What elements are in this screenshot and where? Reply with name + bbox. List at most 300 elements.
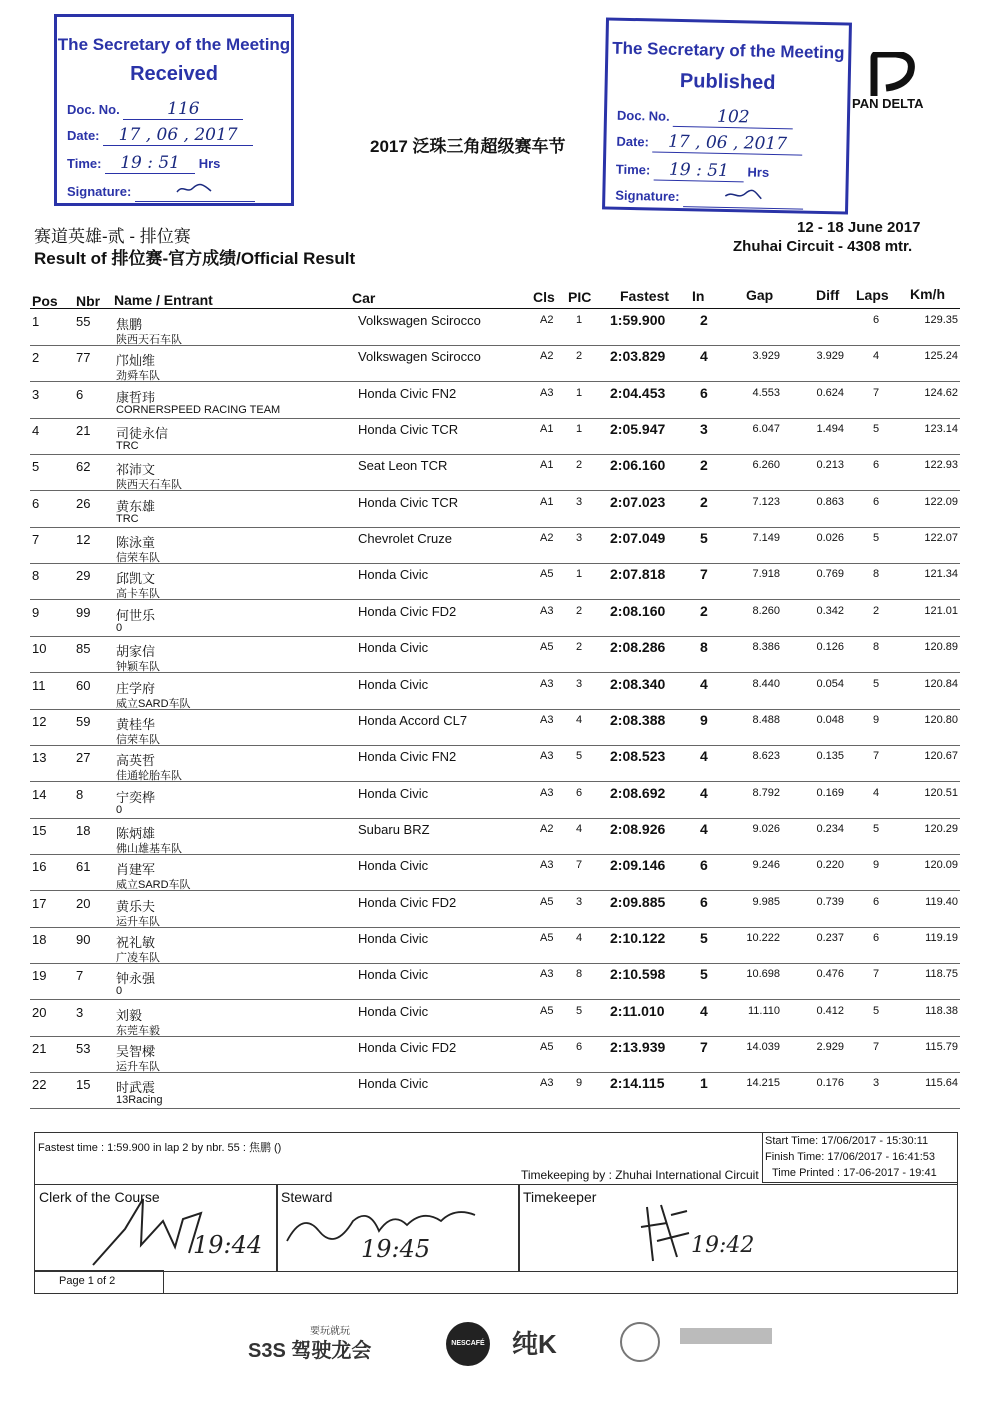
row-pic: 1 [576,423,583,436]
row-nbr: 12 [76,532,91,548]
fastest-lap: 2:08.286 [610,639,666,656]
row-gap: 14.215 [746,1077,780,1090]
fastest-in-lap: 2 [700,493,708,510]
row-diff: 0.054 [816,677,844,690]
row-gap: 9.026 [752,822,780,835]
received-stamp [54,14,294,206]
page-box [34,1270,164,1294]
row-gap: 8.260 [752,604,780,617]
row-gap: 9.985 [752,895,780,908]
row-pos: 15 [32,822,47,838]
row-kmh: 120.09 [924,859,958,872]
fastest-lap: 2:09.885 [610,893,666,910]
row-kmh: 129.35 [924,314,958,326]
table-row [30,1036,960,1073]
sponsor-nescafe-logo [446,1322,490,1366]
fastest-lap: 2:14.115 [610,1075,665,1092]
car-model: Seat Leon TCR [358,458,448,474]
driver-name: 邱凯文 [116,571,156,587]
car-model: Honda Civic [358,1003,429,1019]
row-pos: 21 [32,1041,47,1056]
row-nbr: 27 [76,750,91,766]
fastest-in-lap: 4 [700,784,708,801]
row-pos: 5 [32,459,40,475]
row-diff: 0.769 [816,568,844,581]
row-laps: 5 [872,822,880,835]
timekeeper-label: Timekeeper [523,1189,597,1205]
row-laps: 8 [872,641,880,654]
row-pos: 19 [32,968,47,984]
car-model: Honda Civic FN2 [358,385,457,401]
fastest-lap: 2:05.947 [610,421,666,438]
row-pic: 1 [576,314,583,326]
fastest-in-lap: 6 [700,857,708,874]
row-class: A5 [540,895,554,908]
entrant-name: 佛山雄基车队 [116,842,182,855]
fastest-in-lap: 4 [700,348,708,365]
category-title: 赛道英雄-贰 - 排位赛 [34,227,191,246]
entrant-name: 0 [116,985,123,998]
row-kmh: 120.84 [924,677,958,690]
row-pic: 1 [576,568,583,581]
fastest-in-lap: 4 [700,1002,708,1019]
fastest-in-lap: 5 [700,929,708,946]
event-title: 2017 泛珠三角超级赛车节 [370,137,566,156]
row-gap: 7.149 [752,532,780,545]
row-kmh: 119.19 [925,931,958,944]
steward-label: Steward [281,1189,333,1205]
received-doc-label: Doc. No. [67,102,120,117]
row-diff: 0.412 [816,1004,844,1017]
entrant-name: 高卡车队 [116,588,160,601]
col-kmh: Km/h [910,286,945,302]
car-model: Honda Civic [358,640,429,656]
row-class: A5 [540,641,554,654]
row-pic: 5 [576,750,583,763]
table-row [30,927,960,964]
sponsor-s3s-slogan: 要玩就玩 [310,1326,350,1337]
fastest-lap: 2:08.340 [610,675,666,692]
fastest-lap: 2:08.692 [610,784,666,801]
entrant-name: 东莞车毅 [116,1024,160,1037]
car-model: Honda Civic FD2 [358,1040,457,1055]
table-row [30,636,960,673]
table-row [30,818,960,855]
col-diff: Diff [816,287,840,303]
row-laps: 7 [872,750,880,763]
fastest-lap: 2:10.122 [610,929,666,946]
row-pic: 2 [576,459,583,472]
row-class: A5 [540,931,554,944]
row-pos: 4 [32,423,40,439]
row-pic: 9 [576,1077,583,1090]
row-class: A3 [540,750,554,763]
entrant-name: 信荣车队 [116,552,160,565]
row-diff: 1.494 [816,423,844,436]
received-date-label: Date: [67,128,100,143]
received-signature-row [67,181,255,202]
row-diff: 0.476 [816,968,844,981]
published-time-value: 19 : 51 [654,159,744,182]
row-laps: 7 [872,1041,880,1053]
sponsor-partner-logo [680,1328,772,1344]
table-row [30,309,960,346]
driver-name: 吴智樑 [116,1044,156,1059]
fastest-lap: 2:08.926 [610,820,666,837]
row-diff: 0.220 [816,859,844,872]
row-nbr: 3 [76,1004,84,1020]
row-kmh: 120.29 [924,822,958,835]
row-diff: 0.342 [816,604,844,617]
fastest-in-lap: 7 [700,566,708,583]
col-nbr: Nbr [76,293,101,309]
row-gap: 7.918 [752,568,780,581]
steward-box [276,1184,520,1272]
row-pos: 12 [32,713,47,729]
row-class: A3 [540,386,554,399]
received-doc-row [67,99,243,120]
row-gap: 4.553 [752,386,780,399]
row-laps: 6 [872,314,880,326]
col-fastest: Fastest [620,288,670,304]
col-car: Car [352,290,376,306]
car-model: Honda Civic [358,967,429,983]
published-stamp-title: The Secretary of the Meeting [611,38,845,63]
entrant-name: 0 [116,621,123,634]
row-nbr: 8 [76,786,84,802]
published-doc-label: Doc. No. [616,107,670,124]
row-pic: 2 [576,641,583,654]
row-gap: 7.123 [752,495,780,508]
table-row [30,527,960,564]
car-model: Honda Civic FD2 [358,603,457,619]
row-pic: 7 [576,859,583,872]
row-pos: 9 [32,604,40,620]
car-model: Honda Civic [358,785,429,801]
row-gap: 9.246 [752,859,780,872]
car-model: Chevrolet Cruze [358,531,452,547]
row-kmh: 121.01 [924,604,958,617]
row-pos: 16 [32,859,47,875]
row-nbr: 99 [76,604,91,620]
row-pos: 20 [32,1004,47,1020]
received-date-row [67,125,253,146]
car-model: Honda Civic [358,1076,429,1092]
row-nbr: 85 [76,641,91,657]
row-pic: 4 [576,931,583,944]
col-in: In [692,288,705,304]
fastest-in-lap: 2 [700,312,708,328]
fastest-lap: 2:08.388 [610,711,666,728]
published-signature-label: Signature: [615,187,680,205]
row-pic: 1 [576,386,583,399]
row-kmh: 120.67 [924,750,958,763]
table-row [30,673,960,710]
car-model: Honda Civic [358,858,429,874]
row-kmh: 118.38 [925,1004,958,1017]
fastest-lap: 2:09.146 [610,857,666,874]
published-stamp-status: Published [679,70,776,95]
row-pic: 3 [576,895,583,908]
driver-name: 钟永强 [116,971,156,987]
fastest-in-lap: 9 [700,711,708,728]
row-pic: 2 [576,604,583,617]
published-signature-row [615,185,803,210]
table-row [30,563,960,600]
driver-name: 高英哲 [116,753,156,769]
row-pos: 8 [32,568,40,584]
fastest-in-lap: 6 [700,893,708,910]
row-gap: 11.110 [747,1004,780,1017]
car-model: Honda Accord CL7 [358,712,468,728]
row-diff: 0.624 [816,386,844,399]
row-diff: 3.929 [816,350,844,363]
row-laps: 9 [872,859,880,872]
driver-name: 黄东雄 [116,498,156,514]
row-nbr: 21 [76,423,91,439]
received-stamp-title: The Secretary of the Meeting [57,35,291,54]
row-gap: 6.047 [752,423,780,436]
row-kmh: 120.51 [924,786,958,799]
row-diff: 2.929 [816,1041,844,1053]
fastest-lap: 2:06.160 [610,457,666,474]
entrant-name: 广凌车队 [116,951,160,964]
car-model: Honda Civic FD2 [358,894,457,910]
row-kmh: 118.75 [925,968,958,981]
row-kmh: 125.24 [924,350,958,363]
row-pos: 3 [32,386,40,402]
driver-name: 陈炳雄 [116,825,156,841]
published-date-label: Date: [616,133,650,150]
table-row [30,491,960,528]
entrant-name: 陕西天石车队 [116,334,182,346]
row-class: A1 [540,495,554,508]
row-class: A5 [540,1004,554,1017]
received-hrs-label: Hrs [198,156,221,171]
col-name: Name / Entrant [114,292,213,308]
row-nbr: 53 [76,1041,91,1056]
finish-time: Finish Time: 17/06/2017 - 16:41:53 [765,1151,935,1163]
published-date-value: 17 , 06 , 2017 [652,131,802,155]
fastest-in-lap: 2 [700,457,708,474]
event-dates: 12 - 18 June 2017 [797,219,921,236]
entrant-name: 陕西天石车队 [116,479,182,492]
row-nbr: 6 [76,386,84,402]
row-nbr: 62 [76,459,91,475]
sponsor-s3s-logo [248,1326,372,1363]
col-gap: Gap [746,287,774,303]
row-nbr: 29 [76,568,91,584]
row-laps: 6 [872,495,880,508]
table-row [30,854,960,891]
row-pos: 18 [32,931,47,947]
received-signature [135,181,255,202]
row-nbr: 77 [76,350,91,366]
row-class: A1 [540,423,554,436]
published-stamp [602,17,852,214]
table-row [30,1000,960,1037]
row-class: A1 [540,459,554,472]
fastest-in-lap: 7 [700,1039,708,1055]
row-pos: 17 [32,895,47,911]
row-laps: 7 [872,386,880,399]
col-pos: Pos [32,293,58,309]
row-diff: 0.048 [816,713,844,726]
fastest-lap: 2:07.818 [610,566,666,583]
fastest-in-lap: 3 [700,421,708,438]
driver-name: 黄桂华 [116,716,156,732]
row-gap: 8.623 [752,750,780,763]
table-row [30,600,960,637]
fastest-in-lap: 6 [700,384,708,401]
car-model: Honda Civic TCR [358,422,459,438]
entrant-name: TRC [116,440,139,453]
fastest-lap: 1:59.900 [610,312,666,328]
row-laps: 5 [872,532,880,545]
row-class: A2 [540,822,554,835]
entrant-name: TRC [116,512,139,525]
col-cls: Cls [533,289,555,305]
received-signature-label: Signature: [67,184,132,199]
fastest-in-lap: 5 [700,966,708,983]
row-laps: 6 [872,895,880,908]
row-pic: 3 [576,532,583,545]
clerk-label: Clerk of the Course [39,1189,160,1205]
table-row [30,1072,960,1109]
row-pic: 3 [576,677,583,690]
published-hrs-label: Hrs [747,164,770,180]
row-class: A3 [540,859,554,872]
car-model: Volkswagen Scirocco [358,349,481,365]
row-nbr: 7 [76,968,84,984]
table-row [30,345,960,382]
row-pic: 3 [576,495,583,508]
published-doc-value: 102 [673,106,793,130]
entrant-name: 运升车队 [116,1061,160,1073]
row-class: A3 [540,604,554,617]
row-pos: 14 [32,786,47,802]
driver-name: 邝灿维 [116,353,156,369]
row-pos: 22 [32,1077,47,1093]
received-date-value: 17 , 06 , 2017 [103,125,253,146]
row-laps: 4 [872,350,880,363]
row-diff: 0.234 [816,822,844,835]
received-doc-value: 116 [123,99,243,120]
row-kmh: 121.34 [924,568,958,581]
row-pic: 5 [576,1004,583,1017]
fastest-in-lap: 4 [700,820,708,837]
row-pos: 1 [32,314,40,329]
row-gap: 10.698 [746,968,780,981]
row-kmh: 123.14 [924,423,958,436]
received-stamp-status: Received [130,63,218,85]
row-class: A2 [540,314,554,326]
row-laps: 7 [872,968,880,981]
pan-delta-logo [852,52,942,112]
row-gap: 8.488 [752,713,780,726]
driver-name: 胡家信 [116,644,156,660]
table-row [30,891,960,928]
driver-name: 祝礼敏 [116,934,156,950]
driver-name: 司徒永信 [116,426,169,442]
table-row [30,963,960,1000]
row-laps: 4 [872,786,880,799]
sponsor-k-logo [512,1324,557,1361]
clerk-time: 19:44 [193,1231,263,1259]
entrant-name: 威立SARD车队 [116,879,191,892]
row-diff: 0.176 [816,1077,844,1090]
driver-name: 宁奕桦 [116,789,156,805]
car-model: Subaru BRZ [358,821,430,837]
pan-delta-logo-icon [870,52,920,96]
row-pic: 8 [576,968,583,981]
fastest-lap: 2:03.829 [610,348,666,365]
row-diff: 0.237 [816,931,844,944]
car-model: Honda Civic [358,567,429,583]
fastest-in-lap: 2 [700,602,708,619]
car-model: Honda Civic TCR [358,494,459,510]
row-class: A3 [540,1077,554,1090]
fastest-in-lap: 1 [700,1075,708,1092]
row-class: A5 [540,1041,554,1053]
row-pos: 11 [32,677,46,693]
row-laps: 5 [872,423,880,436]
driver-name: 庄学府 [116,680,156,696]
car-model: Volkswagen Scirocco [358,313,481,328]
row-diff: 0.026 [816,532,844,545]
sponsor-emblem-logo [620,1322,660,1362]
row-pos: 6 [32,495,40,511]
row-diff: 0.169 [816,786,844,799]
sponsor-s3s-name: S3S 驾驶龙会 [248,1340,372,1362]
row-nbr: 26 [76,495,91,511]
col-laps: Laps [856,287,889,303]
entrant-name: 佳通轮胎车队 [116,770,182,783]
published-time-label: Time: [615,161,651,178]
row-pos: 10 [32,641,47,657]
fastest-in-lap: 8 [700,639,708,656]
entrant-name: 钟颖车队 [116,661,160,674]
row-class: A3 [540,677,554,690]
row-kmh: 122.93 [924,459,958,472]
car-model: Honda Civic [358,676,429,692]
brand-name: PAN DELTA [852,96,924,111]
row-diff: 0.126 [816,641,844,654]
timekeeper-signature [637,1197,697,1267]
entrant-name: 威立SARD车队 [116,697,191,710]
row-pos: 7 [32,532,40,548]
fastest-in-lap: 5 [700,530,708,547]
car-model: Honda Civic [358,930,429,946]
published-doc-row [617,105,794,130]
driver-name: 时武震 [116,1080,156,1096]
received-time-value: 19 : 51 [105,153,195,174]
row-nbr: 55 [76,314,91,329]
driver-name: 何世乐 [116,607,156,623]
fastest-lap: 2:04.453 [610,384,666,401]
entrant-name: 0 [116,803,123,816]
row-class: A2 [540,532,554,545]
row-class: A5 [540,568,554,581]
row-class: A3 [540,786,554,799]
row-gap: 3.929 [752,350,780,363]
clerk-box [34,1184,278,1272]
row-nbr: 90 [76,931,91,947]
row-kmh: 122.09 [924,495,958,508]
car-model: Honda Civic FN2 [358,749,457,765]
row-nbr: 61 [76,859,91,875]
timekeeping-by: Timekeeping by : Zhuhai International Circuit [521,1168,759,1182]
